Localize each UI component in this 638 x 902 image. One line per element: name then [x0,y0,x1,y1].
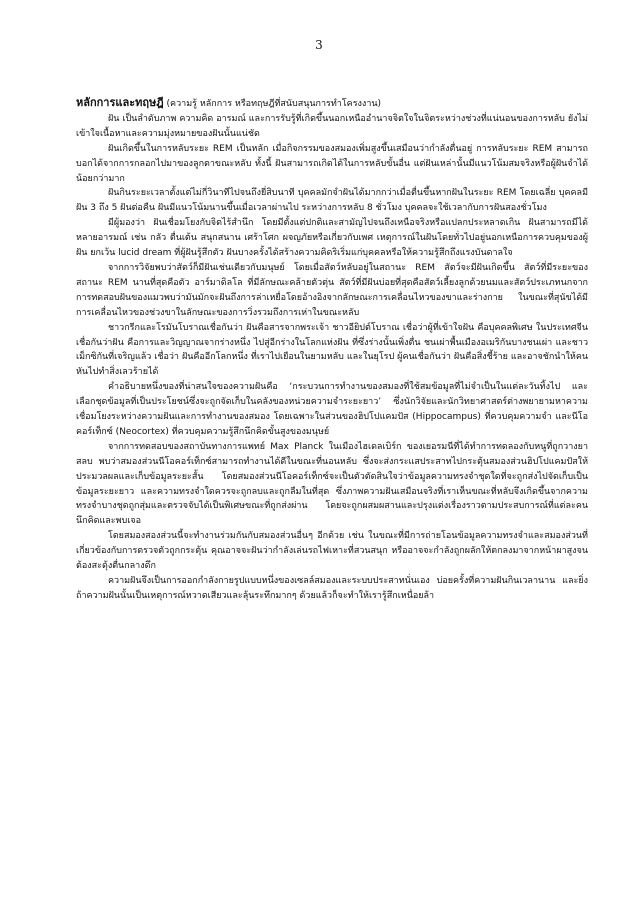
paragraph-dream-emotions: มีผู้มองว่า ฝันเชื่อมโยงกับจิตไร้สำนึก โดยมีตั้งแต่ปกติและสามัญไปจนถึงเหนือจริงหรือแปลกประหลาดเกิน ฝันสามารถมีได้หลายอารมณ์ เช่น กลัว ตื่นเต้น สนุกสนาน เศร้าโศก ผจญภัยหรือเกี่ยวกับเพศ เหตุการณ์ในฝันโดยทั่วไปอยู่นอกเหนือการควบคุมของผู้ฝัน ยกเว้น lucid dream ที่ผู้ฝันรู้สึกตัว ฝันบางครั้งได้สร้างความคิดริเริ่มแก่บุคคลหรือให้ความรู้สึกถึงแรงบันดาลใจ [76,218,588,259]
paragraph-dream-duration: ฝันกินระยะเวลาตั้งแต่ไม่กี่วินาทีไปจนถึงยี่สิบนาที บุคคลมักจำฝันได้มากกว่าเมื่อตื่นขึ้นหากฝันในระยะ REM โดยเฉลี่ย บุคคลมีฝัน 3 ถึง 5 ฝันต่อคืน ฝันมีแนวโน้มนานขึ้นเมื่อเวลาผ่านไป ระหว่างการหลับ 8 ชั่วโมง บุคคลจะใช้เวลากับการฝันสองชั่วโมง [76,188,588,214]
paragraph-brain-explanation: คำอธิบายหนึ่งของที่น่าสนใจของความฝันคือ ‘กระบวนการทำงานของสมองที่ใช้สมข้อมูลที่ไม่จำเป็นในแต่ละวันทิ้งไป และเลือกชุดข้อมูลที่เป็นประโยชน์ซึ่งจะถูกจัดเก็บในคลังของหน่วยความจำระยะยาว’ ซึ่งนักวิจัยและนักวิทยาศาสตร์ต่างพยายามหาความเชื่อมโยงระหว่างความฝันและการทำงานของสมอง โดยเฉพาะในส่วนของฮิปโปแคมปัส (Hippocampus) ที่ควบคุมความจำ และนีโอคอร์เท็กซ์ (Neocortex) ที่ควบคุมความรู้สึกนึกคิดขั้นสูงของมนุษย์ [76,382,588,437]
paragraph-dream-definition: ฝัน เป็นลำดับภาพ ความคิด อารมณ์ และการรับรู้ที่เกิดขึ้นนอกเหนืออำนาจจิตใจในจิตระหว่างช่วงที่แน่นอนของการหลับ ยังไม่เข้าใจเนื้อหาและความมุ่งหมายของฝันนั้นแน่ชัด [76,113,588,139]
paragraph-animal-dreams: จากการวิจัยพบว่าสัตว์ก็มีฝันเช่นเดียวกับมนุษย์ โดยเมื่อสัตว์หลับอยู่ในสถานะ REM สัตว์จะมีฝันเกิดขึ้น สัตว์ที่มีระยะของสถานะ REM นานที่สุดคือตัว อาร์มาดิลโล ที่มีลักษณะคล้ายตัวตุ่น สัตว์ที่มีฝันบ่อยที่สุดคือสัตว์เลี้ยงลูกด้วยนมและสัตว์ประเภทนกจากการทดสอบฝันของแมวพบว่ามันมักจะฝันถึงการล่าเหยื่อโดยอ้างอิงจากลักษณะการเคลื่อนไหวของขาและร่างกาย ในขณะที่สุนัขได้มีการเคลื่อนไหวของช่วงขาในลักษณะของการวิ่งรวมถึงการเห่าในขณะหลับ [76,262,588,318]
paragraph-ancient-beliefs: ชาวกรีกและโรมันโบราณเชื่อกันว่า ฝันคือสารจากพระเจ้า ชาวอียิปต์โบราณ เชื่อว่าผู้ที่เข้าใจฝัน คือบุคคลพิเศษ ในประเทศจีน เชื่อกันว่าฝัน คือการและวิญญาณจากร่างหนึ่ง ไปสู่อีกร่างในโลกแห่งฝัน ที่ซึ่งร่างนั้นเพิ่งตื่น ชนเผ่าพื้นเมืองอเมริกันบางชนเผ่า และชาวเม็กซิกันที่เจริญแล้ว เชื่อว่า ฝันคืออีกโลกหนึ่ง ที่เราไปเยือนในยามหลับ และในยุโรป ผู้คนเชื่อกันว่า ฝันคือสิ่งชี้ร้าย และอาจชักนำให้คนหันไปทำสิ่งเลวร้ายได้ [76,322,588,378]
paragraph-brain-exercise: ความฝันจึงเป็นการออกกำลังกายรูปแบบหนึ่งของเซลล์สมองและระบบประสาทนั่นเอง บ่อยครั้งที่ความฝันกินเวลานาน และยิ่งถ้าความฝันนั้นเป็นเหตุการณ์หวาดเสียวและลุ้นระทึกมากๆ ด้วยแล้วก็จะทำให้เรารู้สึกเหนื่อยล้า [76,576,588,601]
document-body [76,96,588,604]
paragraph-brain-cooperation: โดยสมองสองส่วนนี้จะทำงานร่วมกันกับสมองส่วนอื่นๆ อีกด้วย เช่น ในขณะที่มีการถ่ายโอนข้อมูลความทรงจำและสมองส่วนที่เกี่ยวข้องกับการตรวจตัวถูกกระตุ้น คุณอาจจะฝันว่ากำลังเล่นรถไฟเหาะที่สวนสนุก หรืออาจจะกำลังถูกผลักให้ตกลงมาจากหน้าผาสูงจนต้องสะดุ้งตื่นกลางดึก [76,531,588,572]
paragraph-rem-sleep: ฝันเกิดขึ้นในการหลับระยะ REM เป็นหลัก เมื่อกิจกรรมของสมองเพิ่มสูงขึ้นเสมือนว่ากำลังตื่นอยู่ การหลับระยะ REM สามารถบอกได้จากการกลอกไปมาของลูกตาขณะหลับ ทั้งนี้ ฝันสามารถเกิดได้ในการหลับขั้นอื่น แต่ฝันเหล่านั้นมีแนวโน้มสมจริงหรือผู้ฝันจำได้น้อยกว่ามาก [76,143,588,184]
section-heading-line [76,96,588,112]
section-heading-note: (ความรู้ หลักการ หรือทฤษฎีที่สนับสนุนการทำโครงงาน) [163,99,382,109]
page-number: 3 [315,38,323,52]
paragraph-max-planck-study: จากการทดสอบของสถาบันทางการแพทย์ Max Planck ในเมืองไฮเดลเบิร์ก ของเยอรมนีที่ได้ทำการทดลองกับหนูที่ถูกวางยาสลบ พบว่าสมองส่วนนีโอคอร์เท็กซ์สามารถทำงานได้ดีในขณะที่นอนหลับ ซึ่งจะส่งกระแสประสาทไปกระตุ้นสมองส่วนฮิปโปแคมปัสให้ประมวลผลและเก็บข้อมูลระยะสั้น โดยสมองส่วนนีโอคอร์เท็กซ์จะเป็นตัวตัดสินใจว่าข้อมูลความทรงจำชุดใดที่จะถูกส่งไปจัดเก็บเป็นข้อมูลระยะยาว และความทรงจำใดควรจะถูกลบและถูกลืมในที่สุด ซึ่งภาพความฝันเสมือนจริงที่เราเห็นขณะที่หลับจึงเกิดขึ้นจากความทรงจำบางชุดถูกสุ่มและตรวจจับได้เป็นพิเศษขณะที่ถูกส่งผ่าน โดยจะถูกผสมผสานและปรุงแต่งเรื่องราวตามประสบการณ์ที่แต่ละคนนึกคิดและพบเจอ [76,441,588,527]
section-heading: หลักการและทฤษฎี [76,96,164,109]
